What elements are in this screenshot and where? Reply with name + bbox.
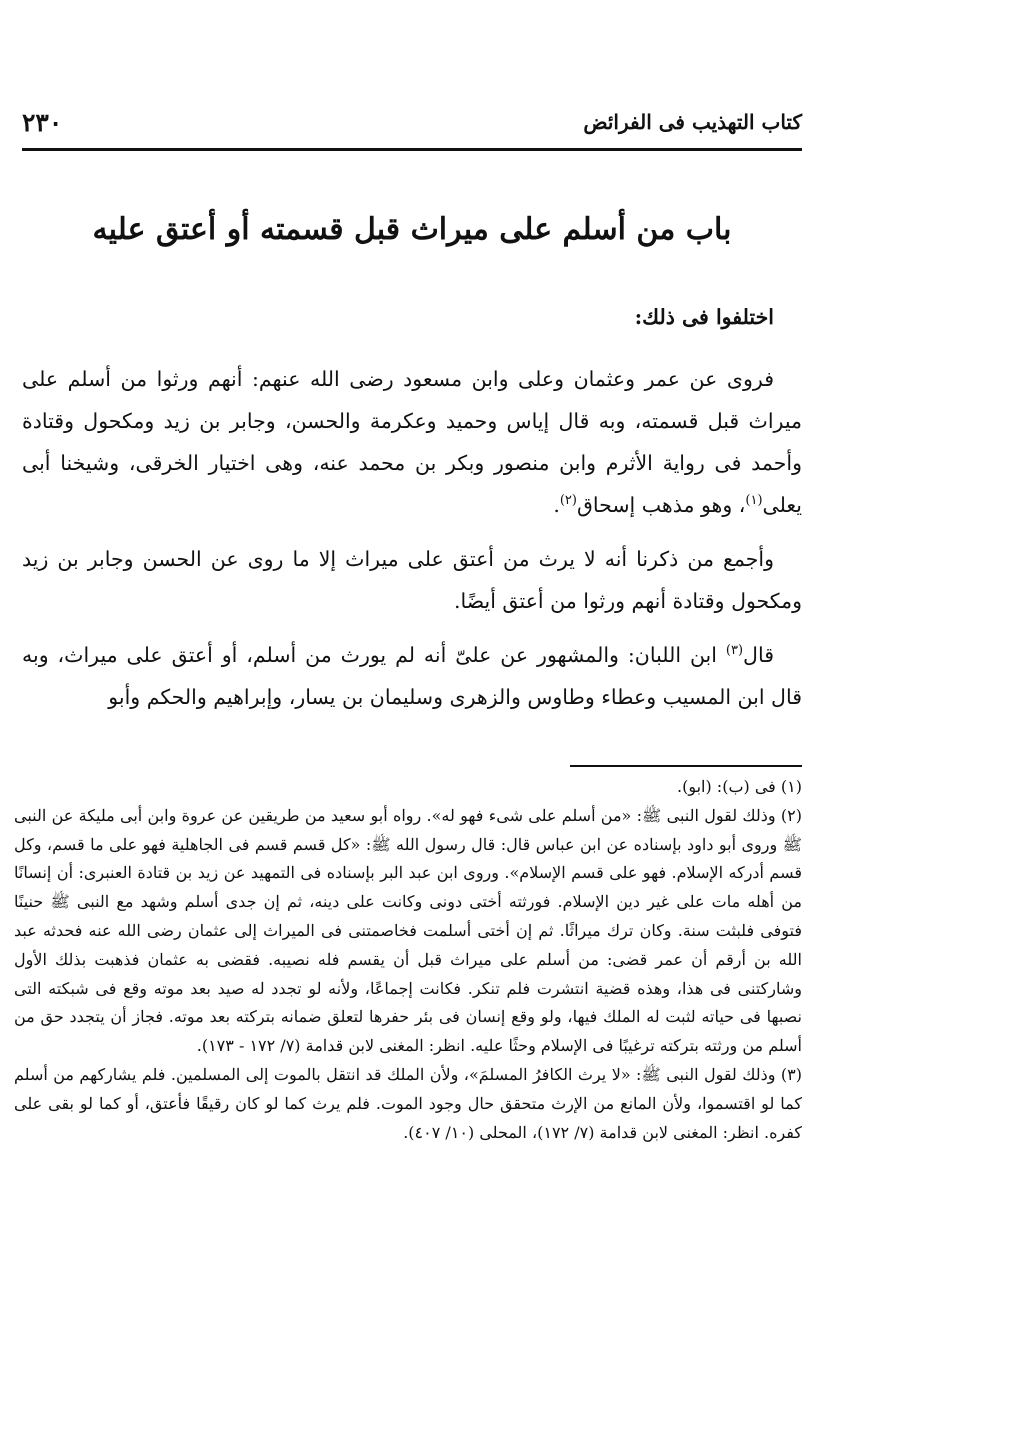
footnote-ref-2[interactable]: (٢) xyxy=(559,493,577,509)
footnote-text: وذلك لقول النبى ﷺ: «من أسلم على شىء فهو له». رواه أبو سعيد من طريقين عن عروة وابن أبى مليكة عن النبى ﷺ وروى أبو داود بإسناده عن ابن عباس قال: قال رسول الله ﷺ: «كل قسم قسم فى الجاهلية فهو على ما قسم، وكل قسم أدركه الإسلام. فهو على قسم الإسلام». وروى ابن عبد البر بإسناده فى التمهيد عن زيد بن قتادة العنبرى: أن إنسانًا من أهله مات على غير دين الإسلام. فورثته أختى دونى وكانت على دينه، ثم إن جدى أسلم وشهد مع النبى ﷺ حنينًا فتوفى فلبثت سنة. وكان ترك ميراثًا. ثم إن أختى أسلمت فخاصمتنى فى الميراث إلى عثمان رضى الله عنه فحدثه عبد الله بن أرقم أن عمر قضى: من أسلم على ميراث قبل أن يقسم فله نصيبه. فقضى به عثمان فذهبت بذلك الأول وشاركتنى فى هذا، وهذه قضية انتشرت فلم تنكر. فكانت إجماعًا، ولأنه لو تجدد له صيد بعد موته وقع فى شبكته التى نصبها فى حياته لثبت له الملك فيها، ولو وقع إنسان فى بئر حفرها لتعلق ضمانه بتركته بعد موته. فجاز أن يتجدد حق من أسلم من ورثته بتركته ترغيبًا فى الإسلام وحثًا عليه. انظر: المغنى لابن قدامة (٧/ ١٧٢ - ١٧٣). xyxy=(14,805,802,1056)
paragraph-1-text-c: . xyxy=(553,493,560,517)
footnote-text: فى (ب): (ابو). xyxy=(676,777,776,796)
intro-line: اختلفوا فى ذلك: xyxy=(634,305,774,329)
main-text xyxy=(22,296,802,730)
paragraph-1-text-b: ، وهو مذهب إسحاق xyxy=(576,493,746,517)
footnote-3 xyxy=(14,1061,802,1147)
paragraph-3 xyxy=(22,634,802,718)
footnote-number: (٣) xyxy=(780,1064,803,1084)
paragraph-2: وأجمع من ذكرنا أنه لا يرث من أعتق على ميراث إلا ما روى عن الحسن وجابر بن زيد ومكحول وقتادة أنهم ورثوا من أعتق أيضًا. xyxy=(22,547,802,613)
footnote-ref-1[interactable]: (١) xyxy=(745,493,763,509)
paragraph-1-text-a: فروى عن عمر وعثمان وعلى وابن مسعود رضى الله عنهم: أنهم ورثوا من أسلم على ميراث قبل قسمته، وبه قال إياس وحميد وعكرمة والحسن، وجابر بن زيد ومكحول وقتادة وأحمد فى رواية الأثرم وابن منصور وبكر بن محمد عنه، وهى اختيار الخرقى، وشيخنا أبى يعلى xyxy=(22,367,802,517)
book-title: كتاب التهذيب فى الفرائض xyxy=(583,110,802,134)
running-header xyxy=(22,108,802,148)
footnotes xyxy=(14,773,802,1147)
footnote-ref-3[interactable]: (٣) xyxy=(725,643,744,659)
chapter-title: باب من أسلم على ميراث قبل قسمته أو أعتق عليه xyxy=(92,212,732,247)
paragraph-3-text-b: ابن اللبان: والمشهور عن علىّ أنه لم يورث من أسلم، أو أعتق على ميراث، وبه قال ابن المسيب وعطاء وطاوس والزهرى وسليمان بن يسار، وإبراهيم والحكم وأبو xyxy=(22,643,802,709)
paragraph-3-text-a: قال xyxy=(743,643,774,667)
footnote-text: وذلك لقول النبى ﷺ: «لا يرث الكافرُ المسلمَ»، ولأن الملك قد انتقل بالموت إلى المسلمين. فلم يشاركهم من أسلم كما لو اقتسموا، ولأن المانع من الإرث متحقق حال وجود الموت. فلم يرث كما لو كان رقيقًا فأعتق، أو كما لو بقى على كفره. انظر: المغنى لابن قدامة (٧/ ١٧٢)، المحلى (١٠/ ٤٠٧). xyxy=(14,1064,802,1142)
page-number: ٢٣٠ xyxy=(22,108,63,137)
footnote-2 xyxy=(14,802,802,1061)
header-rule xyxy=(22,148,802,151)
footnote-1 xyxy=(14,773,802,802)
footnote-number: (٢) xyxy=(780,805,802,825)
footnote-number: (١) xyxy=(780,777,802,796)
footnote-separator xyxy=(570,765,802,767)
paragraph-1 xyxy=(22,358,802,526)
